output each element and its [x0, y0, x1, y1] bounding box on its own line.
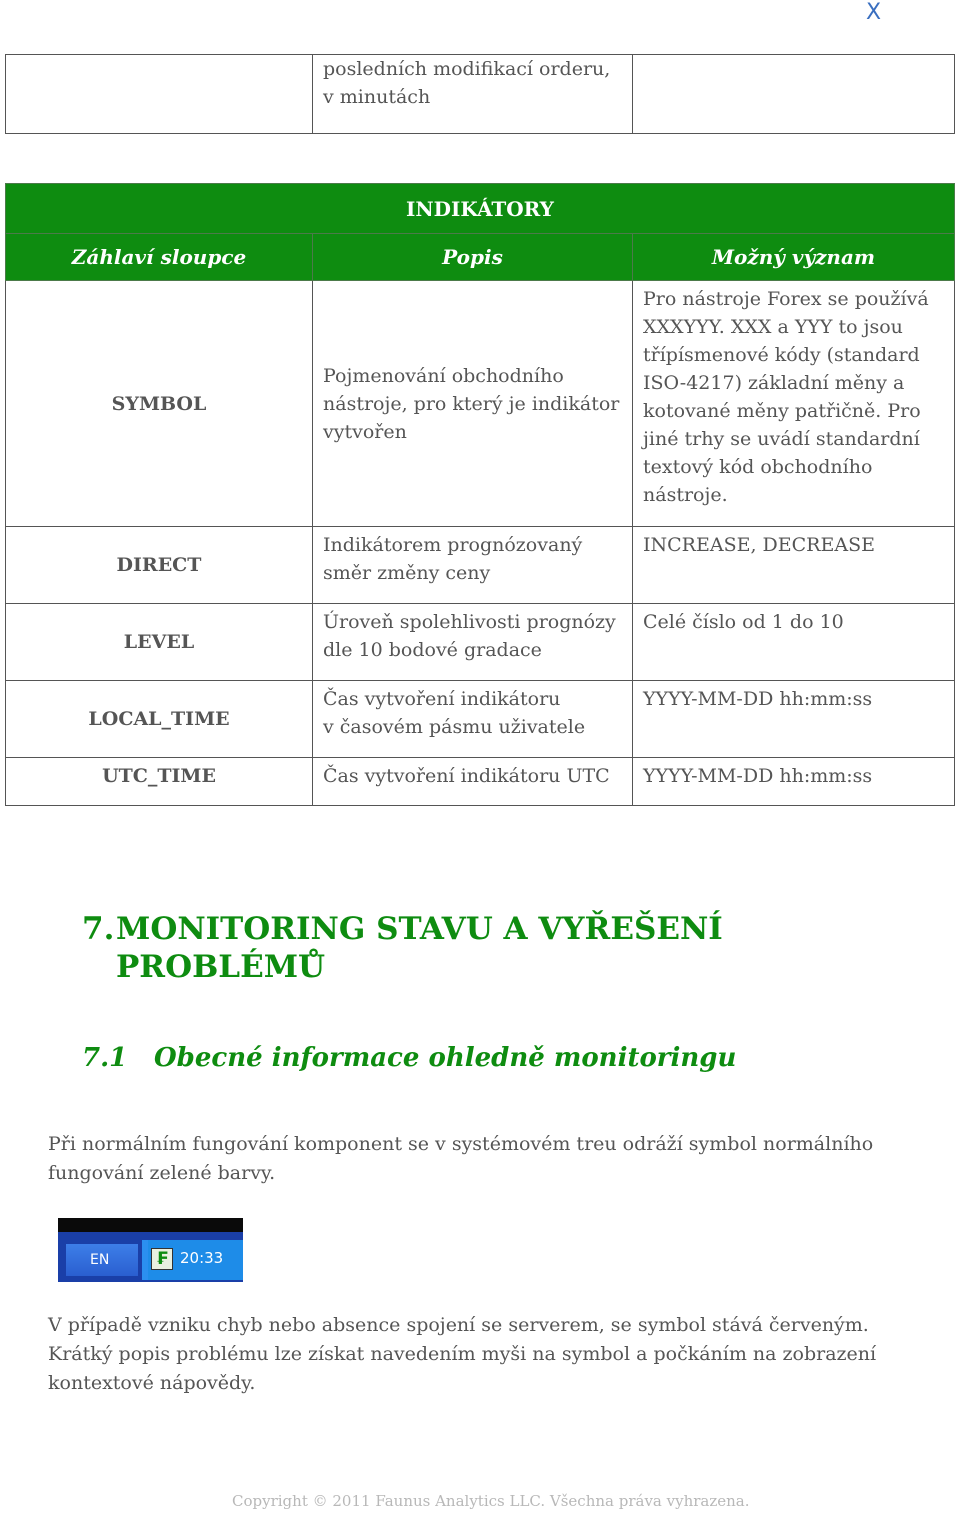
- section-heading: [82, 910, 802, 986]
- column-header: Záhlaví sloupce: [6, 234, 313, 281]
- table-row: [6, 55, 955, 134]
- tray-clock: 20:33: [180, 1249, 224, 1267]
- row-value: [633, 681, 955, 758]
- text-line: nástroje, pro který je indikátor: [323, 392, 620, 415]
- section-number: 7.: [82, 911, 115, 947]
- text-line: Indikátorem prognózovaný: [323, 534, 583, 556]
- page-footer: Copyright © 2011 Faunus Analytics LLC. Všechna práva vyhrazena.: [232, 1492, 750, 1510]
- text-line: Krátký popis problému lze získat navedením myši na symbol a počkáním na zobrazení: [48, 1343, 877, 1365]
- text-line: ISO-4217) základní měny a: [643, 372, 905, 394]
- text-line: INCREASE, DECREASE: [643, 534, 875, 556]
- cell-line: v minutách: [323, 86, 431, 108]
- text-line: Čas vytvoření indikátoru: [323, 688, 561, 710]
- row-description: [313, 604, 633, 681]
- table-row: [6, 758, 955, 806]
- row-description: [313, 681, 633, 758]
- language-indicator[interactable]: EN: [66, 1244, 138, 1276]
- section-title-line2: PROBLÉMŮ: [116, 949, 326, 985]
- text-line: Celé číslo od 1 do 10: [643, 611, 844, 633]
- text-line: kotované měny patřičně. Pro: [643, 400, 921, 422]
- table-header-row: [6, 234, 955, 281]
- row-value: [633, 604, 955, 681]
- text-line: fungování zelené barvy.: [48, 1162, 276, 1184]
- text-line: YYYY-MM-DD hh:mm:ss: [643, 765, 873, 787]
- row-key: UTC_TIME: [6, 758, 313, 806]
- table-cell: [313, 55, 633, 134]
- text-line: XXXYYY. XXX a YYY to jsou: [643, 316, 903, 338]
- column-header: Popis: [313, 234, 633, 281]
- indicators-table: [5, 183, 955, 806]
- text-line: YYYY-MM-DD hh:mm:ss: [643, 688, 873, 710]
- text-line: nástroje.: [643, 484, 728, 506]
- table-title: INDIKÁTORY: [6, 184, 955, 234]
- subsection-heading: [82, 1040, 736, 1076]
- text-line: třípísmenové kódy (standard: [643, 344, 920, 366]
- text-line: V případě vzniku chyb nebo absence spojení se serverem, se symbol stává červeným.: [48, 1314, 869, 1336]
- row-value: [633, 758, 955, 806]
- paragraph-normal-state: [48, 1130, 908, 1188]
- paragraph-error-state: [48, 1311, 908, 1398]
- text-line: Úroveň spolehlivosti prognózy: [323, 611, 616, 633]
- text-line: Pojmenování obchodního: [323, 364, 564, 387]
- text-line: v časovém pásmu uživatele: [323, 716, 586, 738]
- row-key: DIRECT: [6, 527, 313, 604]
- table-row: [6, 527, 955, 604]
- corner-mark: X: [866, 0, 882, 25]
- text-line: vytvořen: [323, 420, 407, 443]
- text-line: kontextové nápovědy.: [48, 1372, 256, 1394]
- text-line: textový kód obchodního: [643, 456, 873, 478]
- text-line: Pro nástroje Forex se používá: [643, 288, 929, 310]
- row-value: [633, 527, 955, 604]
- text-line: směr změny ceny: [323, 562, 491, 584]
- system-tray-screenshot: [58, 1218, 243, 1282]
- table-cell: [6, 55, 313, 134]
- cell-line: posledních modifikací orderu,: [323, 58, 611, 80]
- table-row: [6, 604, 955, 681]
- section-title-line1: MONITORING STAVU A VYŘEŠENÍ: [116, 911, 723, 947]
- row-description: [313, 281, 633, 527]
- subsection-title: Obecné informace ohledně monitoringu: [154, 1043, 737, 1073]
- text-line: jiné trhy se uvádí standardní: [643, 428, 920, 450]
- table-row: [6, 281, 955, 527]
- text-line: dle 10 bodové gradace: [323, 639, 542, 661]
- row-key: LEVEL: [6, 604, 313, 681]
- faunus-status-icon[interactable]: ₣: [151, 1248, 173, 1270]
- text-line: Čas vytvoření indikátoru UTC: [323, 765, 610, 787]
- table-cell: [633, 55, 955, 134]
- table-title-row: [6, 184, 955, 234]
- subsection-number: 7.1: [82, 1043, 128, 1073]
- text-line: Při normálním fungování komponent se v systémovém treu odráží symbol normálního: [48, 1133, 874, 1155]
- row-key: LOCAL_TIME: [6, 681, 313, 758]
- tray-top-border: [58, 1218, 243, 1232]
- row-description: [313, 527, 633, 604]
- table-row: [6, 681, 955, 758]
- previous-table-fragment: [5, 54, 955, 134]
- row-key: SYMBOL: [6, 281, 313, 527]
- column-header: Možný význam: [633, 234, 955, 281]
- row-value: [633, 281, 955, 527]
- row-description: [313, 758, 633, 806]
